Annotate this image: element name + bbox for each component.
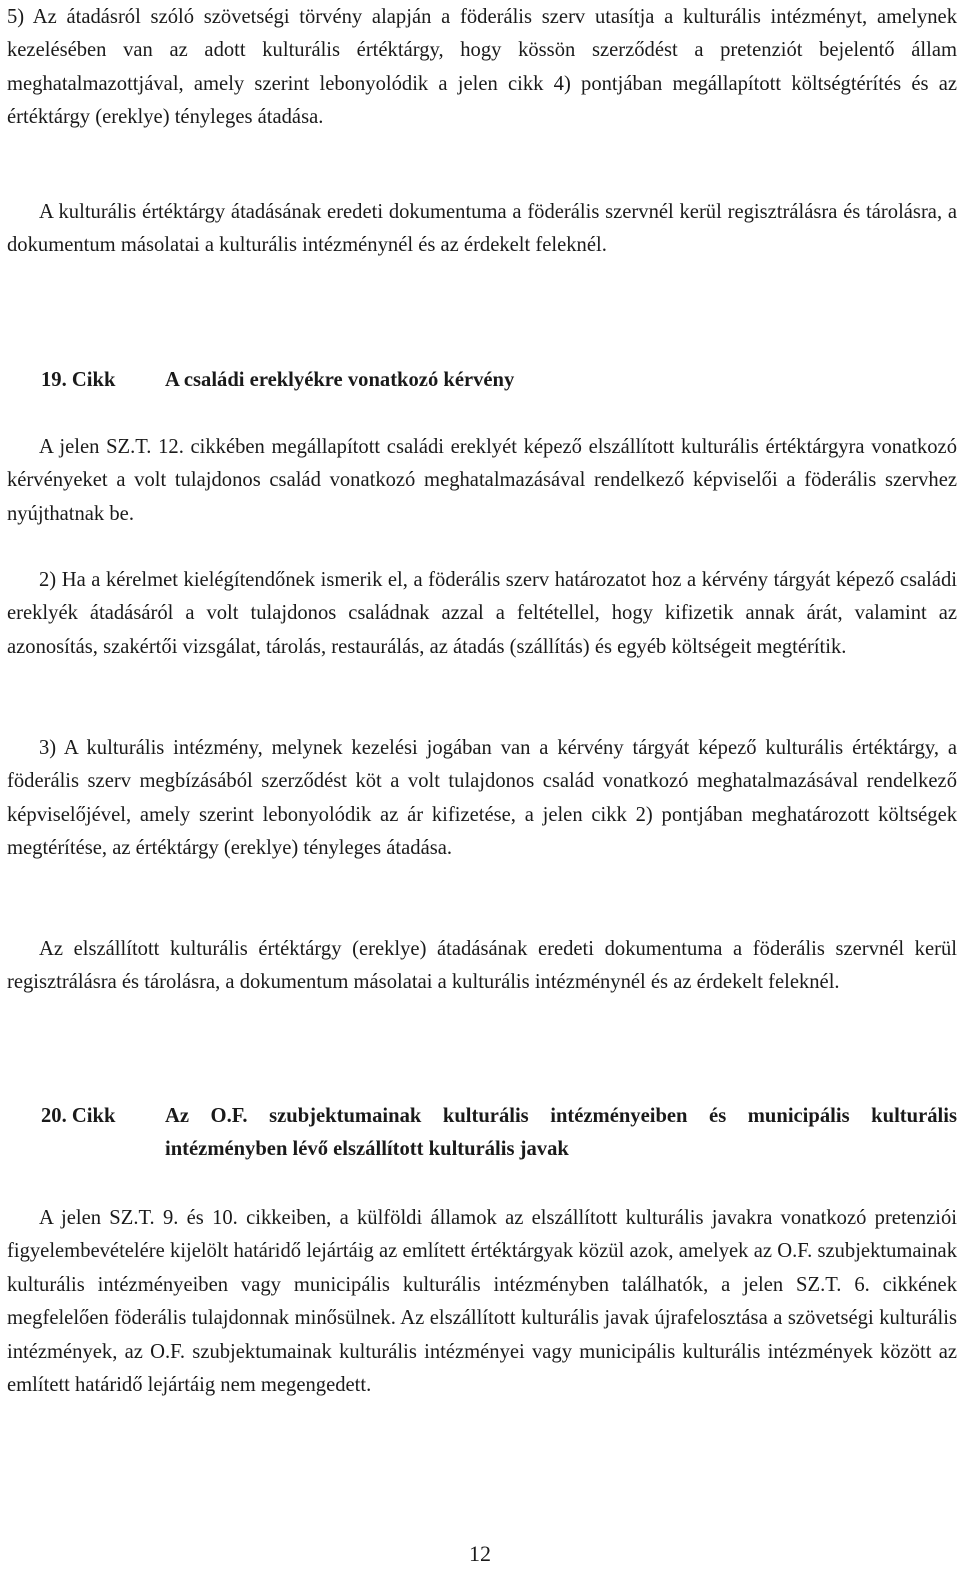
paragraph-article-18-point-5: 5) Az átadásról szóló szövetségi törvény alapján a föderális szerv utasítja a kulturális intézményt, amelynek kezelésében van az adott kulturális értéktárgy, hogy kössön szerződést a pretenziót bejelentő állam meghatalmazottjával, amely szerint lebonyolódik a jelen cikk 4) pontjában megállapított költségtérítés és az értéktárgy (ereklye) tényleges átadása. — [7, 6, 957, 129]
article-20-number: 20. Cikk — [41, 1105, 116, 1127]
paragraph-article-19-document: Az elszállított kulturális értéktárgy (ereklye) átadásának eredeti dokumentuma a föderális szervnél kerül regisztrálásra és tárolásra, a dokumentum másolatai a kulturális intézménynél és az érdekelt feleknél. — [7, 938, 957, 994]
paragraph-article-20: A jelen SZ.T. 9. és 10. cikkeiben, a külföldi államok az elszállított kulturális javakra vonatkozó pretenziói figyelembevételére kijelölt határidő lejártáig az említett értéktárgyak közül azok, amelyek az O.F. szubjektumainak kulturális intézményeiben vagy municipális kulturális intézményben találhatók, a jelen SZ.T. 6. cikkének megfelelően föderális tulajdonnak minősülnek. Az elszállított kulturális javak újrafelosztása a szövetségi kulturális intézmények, az O.F. szubjektumainak kulturális intézményei vagy municipális kulturális intézmények között az említett határidő lejártáig nem megengedett. — [7, 1207, 957, 1397]
paragraph-article-19-point-2: 2) Ha a kérelmet kielégítendőnek ismerik el, a föderális szerv határozatot hoz a kérvény tárgyát képező családi ereklyék átadásáról a volt tulajdonos családnak azzal a feltétellel, hogy kifizetik annak árát, valamint az azonosítás, szakértői vizsgálat, tárolás, restaurálás, az átadás (szállítás) és egyéb költségeit megtérítik. — [7, 569, 957, 658]
paragraph-article-19-point-3: 3) A kulturális intézmény, melynek kezelési jogában van a kérvény tárgyát képező kulturális értéktárgy, a föderális szerv megbízásából szerződést köt a volt tulajdonos család vonatkozó meghatalmazásával rendelkező képviselőjével, amely szerint lebonyolódik az ár kifizetése, a jelen cikk 2) pontjában meghatározott költségek megtérítése, az értéktárgy (ereklye) tényleges átadása. — [7, 737, 957, 860]
article-20-title: Az O.F. szubjektumainak kulturális intézményeiben és municipális kulturális intézményben lévő elszállított kulturális javak — [165, 1105, 957, 1161]
heading-article-20 — [41, 1100, 957, 1170]
page-number: 12 — [469, 1541, 491, 1566]
article-19-title: A családi ereklyékre vonatkozó kérvény — [165, 369, 515, 391]
paragraph-transfer-document: A kulturális értéktárgy átadásának eredeti dokumentuma a föderális szervnél kerül regisztrálásra és tárolásra, a dokumentum másolatai a kulturális intézménynél és az érdekelt feleknél. — [7, 201, 957, 257]
article-19-number: 19. Cikk — [41, 369, 116, 391]
paragraph-article-19-point-1: A jelen SZ.T. 12. cikkében megállapított családi ereklyét képező elszállított kulturális értéktárgyra vonatkozó kérvényeket a volt tulajdonos család vonatkozó meghatalmazásával rendelkező képviselői a föderális szervhez nyújthatnak be. — [7, 436, 957, 525]
